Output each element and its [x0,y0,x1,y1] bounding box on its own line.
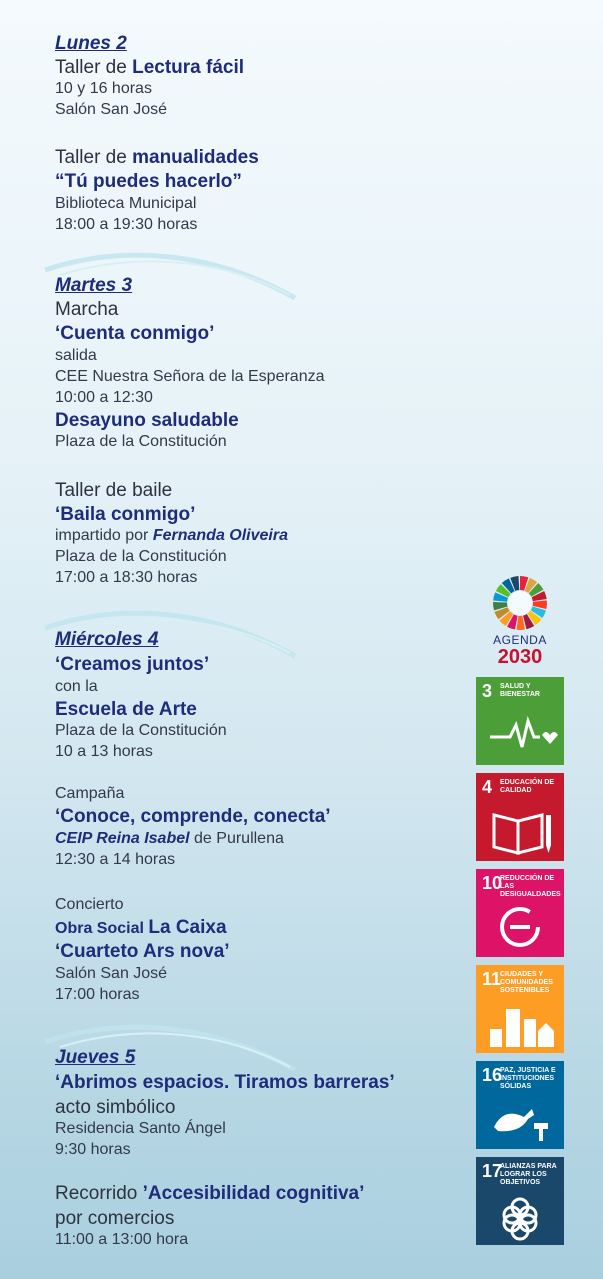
day-heading-thursday: Jueves 5 [55,1047,136,1068]
event-time: 11:00 a 13:00 hora [55,1231,189,1248]
event-title: Desayuno saludable [55,410,239,431]
sdg-number: 4 [482,777,493,797]
sdg-tile-11 [476,965,564,1053]
event-title: Taller de Lectura fácil [55,57,245,78]
event-note: salida [55,347,97,364]
event-time: 10:00 a 12:30 [55,389,153,406]
event-place: Salón San José [55,965,168,982]
event-organizer: Escuela de Arte [55,699,197,720]
sdg-tile-10 [476,869,564,957]
event-place: Biblioteca Municipal [55,195,197,212]
event-place: Plaza de la Constitución [55,722,227,739]
sdg-tile-3 [476,677,564,765]
sdg-tile-4 [476,773,564,861]
event-title: Taller de baile [55,480,173,501]
event-place: Residencia Santo Ángel [55,1120,226,1137]
event-subtitle: ‘Baila conmigo’ [55,504,196,525]
event-title: Taller de manualidades [55,147,259,168]
sdg-tile-16 [476,1061,564,1149]
event-time: 17:00 a 18:30 horas [55,569,198,586]
event-title: ‘Creamos juntos’ [55,654,210,675]
event-title: Campaña [55,785,125,802]
agenda-year: 2030 [497,646,543,668]
sdg-label: ALIANZAS PARA LOGRAR LOS OBJETIVOS [500,1163,557,1186]
agenda-label: AGENDA [493,633,547,647]
event-title: Concierto [55,896,124,913]
event-time: 17:00 horas [55,986,140,1003]
event-title: ‘Abrimos espacios. Tiramos barreras’ [55,1072,395,1093]
event-subtitle: por comercios [55,1208,175,1229]
event-place: Plaza de la Constitución [55,548,227,565]
sdg-tile-17 [476,1157,564,1245]
agenda-2030-logo [486,575,554,667]
event-subtitle: ‘Cuarteto Ars nova’ [55,941,230,962]
event-sponsor: Obra Social La Caixa [55,917,227,938]
event-subtitle: “Tú puedes hacerlo” [55,171,242,192]
sdg-number: 17 [482,1161,503,1181]
event-time: 10 y 16 horas [55,80,152,97]
sdg-number: 16 [482,1065,503,1085]
sdg-number: 10 [482,873,503,893]
event-time: 18:00 a 19:30 horas [55,216,198,233]
day-heading-monday: Lunes 2 [55,33,127,54]
sdg-wheel-icon [492,575,548,631]
event-time: 9:30 horas [55,1141,131,1158]
day-heading-wednesday: Miércoles 4 [55,629,159,650]
sdg-label: CIUDADES Y COMUNIDADES SOSTENIBLES [500,971,553,994]
event-organizer: CEIP Reina Isabel de Purullena [55,830,284,847]
event-title: Marcha [55,299,119,320]
event-title: Recorrido ’Accesibilidad cognitiva’ [55,1183,365,1204]
event-place: Salón San José [55,101,168,118]
event-place: CEE Nuestra Señora de la Esperanza [55,368,325,385]
event-note: con la [55,678,98,695]
event-subtitle: ‘Conoce, comprende, conecta’ [55,806,331,827]
sdg-label: REDUCCIÓN DE LAS DESIGUALDADES [500,875,561,898]
day-heading-tuesday: Martes 3 [55,275,133,296]
event-subtitle: acto simbólico [55,1097,176,1118]
sdg-label: SALUD Y BIENESTAR [500,683,540,698]
event-place: Plaza de la Constitución [55,433,227,450]
event-time: 12:30 a 14 horas [55,851,176,868]
event-subtitle: ‘Cuenta conmigo’ [55,323,215,344]
sdg-label: EDUCACIÓN DE CALIDAD [500,779,555,794]
sdg-label: PAZ, JUSTICIA E INSTITUCIONES SÓLIDAS [500,1067,556,1090]
event-time: 10 a 13 horas [55,743,153,760]
sdg-number: 3 [482,681,493,701]
event-instructor: impartido por Fernanda Oliveira [55,527,288,544]
sdg-number: 11 [482,969,502,989]
